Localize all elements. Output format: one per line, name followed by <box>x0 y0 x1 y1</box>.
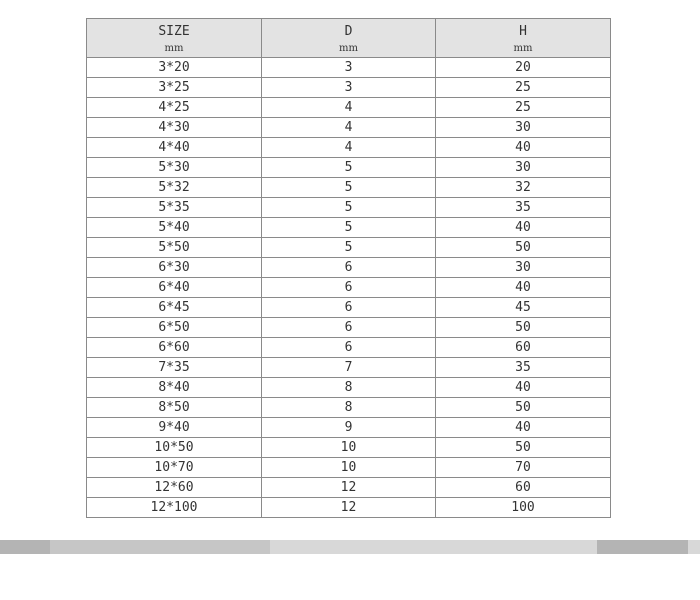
table-row <box>87 118 611 138</box>
table-row <box>87 418 611 438</box>
table-row <box>87 298 611 318</box>
cell-h: 35 <box>436 198 611 218</box>
cell-h: 70 <box>436 458 611 478</box>
cell-d: 6 <box>262 298 436 318</box>
cell-d: 5 <box>262 158 436 178</box>
cell-d: 6 <box>262 258 436 278</box>
cell-d: 5 <box>262 198 436 218</box>
cell-h: 100 <box>436 498 611 518</box>
cell-size: 10*70 <box>87 458 262 478</box>
cell-size: 6*30 <box>87 258 262 278</box>
cell-h: 50 <box>436 398 611 418</box>
cell-size: 9*40 <box>87 418 262 438</box>
cell-d: 4 <box>262 138 436 158</box>
cell-d: 5 <box>262 218 436 238</box>
cell-d: 9 <box>262 418 436 438</box>
cell-h: 40 <box>436 418 611 438</box>
table-body <box>87 58 611 518</box>
cell-size: 4*25 <box>87 98 262 118</box>
table-row <box>87 358 611 378</box>
bar-segment <box>50 540 270 554</box>
table-row <box>87 198 611 218</box>
cell-size: 12*60 <box>87 478 262 498</box>
size-spec-table <box>86 18 611 518</box>
cell-size: 4*40 <box>87 138 262 158</box>
cell-h: 35 <box>436 358 611 378</box>
bottom-divider-bar <box>0 540 700 554</box>
cell-d: 3 <box>262 58 436 78</box>
cell-h: 60 <box>436 338 611 358</box>
cell-size: 12*100 <box>87 498 262 518</box>
cell-size: 3*25 <box>87 78 262 98</box>
header-h-label: H <box>519 23 527 39</box>
cell-h: 50 <box>436 318 611 338</box>
table-row <box>87 398 611 418</box>
table-row <box>87 278 611 298</box>
table-row <box>87 318 611 338</box>
cell-d: 4 <box>262 98 436 118</box>
cell-size: 7*35 <box>87 358 262 378</box>
bar-segment <box>688 540 700 554</box>
header-size <box>87 19 262 58</box>
cell-d: 10 <box>262 458 436 478</box>
cell-h: 40 <box>436 218 611 238</box>
cell-size: 6*45 <box>87 298 262 318</box>
table-row <box>87 218 611 238</box>
bar-segment <box>270 540 597 554</box>
table-row <box>87 138 611 158</box>
cell-d: 4 <box>262 118 436 138</box>
cell-size: 8*50 <box>87 398 262 418</box>
table-header <box>87 19 611 58</box>
cell-h: 60 <box>436 478 611 498</box>
cell-h: 45 <box>436 298 611 318</box>
header-h <box>436 19 611 58</box>
bar-segment <box>0 540 50 554</box>
table-row <box>87 238 611 258</box>
cell-h: 32 <box>436 178 611 198</box>
table-row <box>87 98 611 118</box>
cell-d: 6 <box>262 338 436 358</box>
cell-d: 5 <box>262 178 436 198</box>
cell-h: 25 <box>436 78 611 98</box>
table-row <box>87 498 611 518</box>
cell-size: 6*40 <box>87 278 262 298</box>
cell-size: 4*30 <box>87 118 262 138</box>
header-d-unit: mm <box>339 42 358 54</box>
cell-h: 40 <box>436 378 611 398</box>
cell-h: 20 <box>436 58 611 78</box>
cell-d: 6 <box>262 318 436 338</box>
cell-h: 50 <box>436 438 611 458</box>
cell-h: 40 <box>436 138 611 158</box>
table-row <box>87 478 611 498</box>
header-row <box>87 19 611 58</box>
header-size-label: SIZE <box>158 23 190 39</box>
cell-d: 7 <box>262 358 436 378</box>
header-d-label: D <box>344 23 353 39</box>
cell-d: 3 <box>262 78 436 98</box>
table-row <box>87 458 611 478</box>
cell-size: 8*40 <box>87 378 262 398</box>
header-h-unit: mm <box>513 42 533 54</box>
cell-d: 6 <box>262 278 436 298</box>
table-row <box>87 258 611 278</box>
cell-h: 25 <box>436 98 611 118</box>
cell-h: 50 <box>436 238 611 258</box>
cell-d: 12 <box>262 478 436 498</box>
cell-size: 5*40 <box>87 218 262 238</box>
cell-size: 6*60 <box>87 338 262 358</box>
cell-size: 5*32 <box>87 178 262 198</box>
cell-h: 30 <box>436 158 611 178</box>
cell-d: 12 <box>262 498 436 518</box>
cell-d: 5 <box>262 238 436 258</box>
table-row <box>87 178 611 198</box>
cell-size: 5*30 <box>87 158 262 178</box>
header-size-unit: mm <box>164 42 184 54</box>
bar-segment <box>597 540 688 554</box>
cell-h: 40 <box>436 278 611 298</box>
table-row <box>87 78 611 98</box>
cell-d: 10 <box>262 438 436 458</box>
cell-d: 8 <box>262 398 436 418</box>
cell-size: 10*50 <box>87 438 262 458</box>
cell-d: 8 <box>262 378 436 398</box>
cell-size: 5*35 <box>87 198 262 218</box>
header-d <box>262 19 436 58</box>
cell-h: 30 <box>436 118 611 138</box>
table-row <box>87 438 611 458</box>
table-row <box>87 338 611 358</box>
cell-size: 6*50 <box>87 318 262 338</box>
cell-h: 30 <box>436 258 611 278</box>
table-row <box>87 158 611 178</box>
cell-size: 5*50 <box>87 238 262 258</box>
cell-size: 3*20 <box>87 58 262 78</box>
table-row <box>87 58 611 78</box>
table-row <box>87 378 611 398</box>
